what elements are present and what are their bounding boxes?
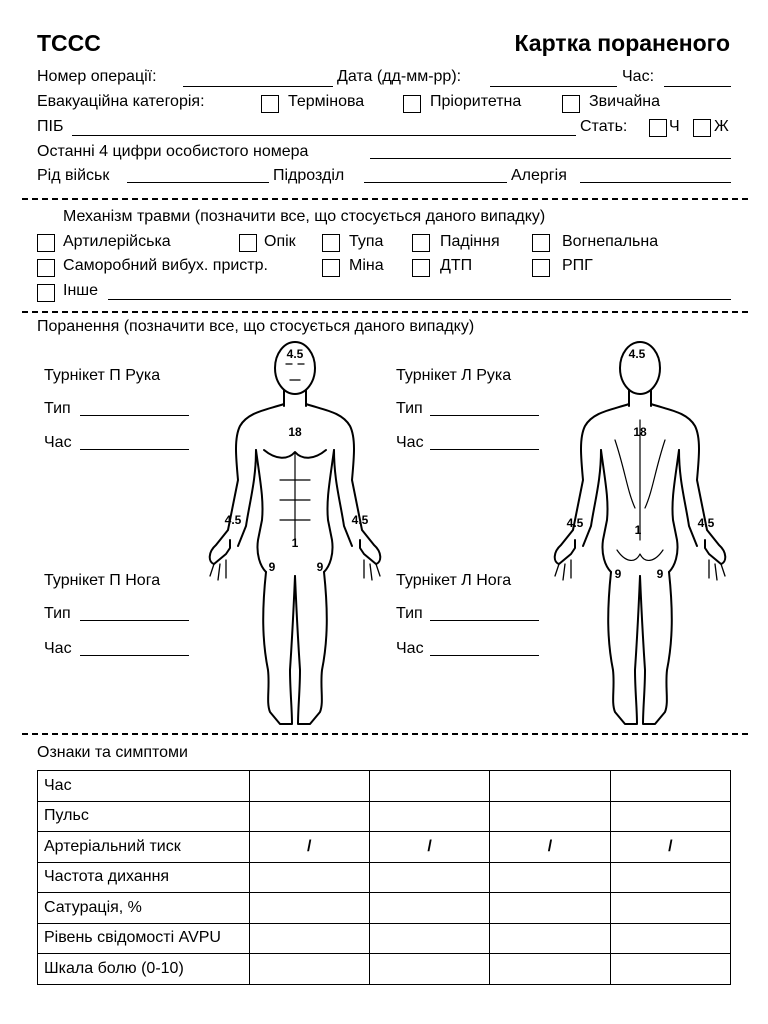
mechanism-title: Механізм травми (позначити все, що стосується даного випадку) xyxy=(63,208,546,225)
vitals-row-label: Артеріальний тиск xyxy=(38,832,250,863)
section-divider xyxy=(22,733,748,735)
table-row xyxy=(38,862,731,893)
bp-cell[interactable]: / xyxy=(369,832,489,863)
allergy-field[interactable] xyxy=(580,182,731,183)
vitals-cell[interactable] xyxy=(610,923,730,954)
tq-right-leg-time-field[interactable] xyxy=(80,655,189,656)
vitals-cell[interactable] xyxy=(249,893,369,924)
branch-field[interactable] xyxy=(127,182,269,183)
front-left-leg-percent: 9 xyxy=(316,560,324,574)
front-torso-percent: 18 xyxy=(288,425,302,439)
table-row xyxy=(38,801,731,832)
vitals-cell[interactable] xyxy=(369,923,489,954)
evac-routine-label: Звичайна xyxy=(589,93,661,110)
back-left-arm-percent: 4.5 xyxy=(566,516,584,530)
mech-ied-checkbox[interactable] xyxy=(37,259,55,277)
tq-right-arm-type-field[interactable] xyxy=(80,415,189,416)
tq-left-arm-time-label: Час xyxy=(396,434,424,451)
front-right-leg-percent: 9 xyxy=(268,560,276,574)
tq-left-leg-label: Турнікет Л Нога xyxy=(396,572,512,589)
unit-field[interactable] xyxy=(364,182,507,183)
id-last4-label: Останні 4 цифри особистого номера xyxy=(37,143,309,160)
vitals-row-label: Час xyxy=(38,771,250,802)
table-row xyxy=(38,832,731,863)
mech-mine-label: Міна xyxy=(349,257,384,274)
front-left-arm-percent: 4.5 xyxy=(351,513,369,527)
vitals-row-label: Частота дихання xyxy=(38,862,250,893)
vitals-cell[interactable] xyxy=(610,893,730,924)
back-torso-percent: 18 xyxy=(633,425,647,439)
back-groin-percent: 1 xyxy=(634,523,642,537)
vitals-cell[interactable] xyxy=(490,893,610,924)
injuries-title: Поранення (позначити все, що стосується даного випадку) xyxy=(37,318,475,335)
unit-label: Підрозділ xyxy=(273,167,345,184)
mech-burn-checkbox[interactable] xyxy=(239,234,257,252)
tq-right-leg-label: Турнікет П Нога xyxy=(44,572,161,589)
tq-left-leg-type-label: Тип xyxy=(396,605,423,622)
vitals-cell[interactable] xyxy=(249,801,369,832)
vitals-cell[interactable] xyxy=(369,862,489,893)
vitals-cell[interactable] xyxy=(249,862,369,893)
vitals-cell[interactable] xyxy=(490,771,610,802)
table-row xyxy=(38,923,731,954)
mech-blunt-checkbox[interactable] xyxy=(322,234,340,252)
mech-mvc-checkbox[interactable] xyxy=(412,259,430,277)
tq-right-arm-type-label: Тип xyxy=(44,400,71,417)
mech-burn-label: Опік xyxy=(264,233,296,250)
mech-gsw-label: Вогнепальна xyxy=(562,233,659,250)
sex-female-label: Ж xyxy=(714,118,729,135)
evac-category-label: Евакуаційна категорія: xyxy=(37,93,205,110)
vitals-cell[interactable] xyxy=(490,923,610,954)
vitals-table xyxy=(37,770,731,985)
sex-male-label: Ч xyxy=(669,118,680,135)
section-divider xyxy=(22,311,748,313)
table-row xyxy=(38,771,731,802)
tq-left-leg-time-field[interactable] xyxy=(430,655,539,656)
tq-left-arm-label: Турнікет Л Рука xyxy=(396,367,512,384)
sex-female-checkbox[interactable] xyxy=(693,119,711,137)
vitals-cell[interactable] xyxy=(249,923,369,954)
vitals-title: Ознаки та симптоми xyxy=(37,744,188,761)
mech-rpg-checkbox[interactable] xyxy=(532,259,550,277)
time-label: Час: xyxy=(622,68,655,85)
date-label: Дата (дд-мм-рр): xyxy=(337,68,462,85)
vitals-cell[interactable] xyxy=(249,771,369,802)
back-left-leg-percent: 9 xyxy=(614,567,622,581)
tq-right-arm-label: Турнікет П Рука xyxy=(44,367,161,384)
vitals-row-label: Пульс xyxy=(38,801,250,832)
vitals-cell[interactable] xyxy=(249,954,369,985)
vitals-row-label: Сатурація, % xyxy=(38,893,250,924)
vitals-cell[interactable] xyxy=(490,862,610,893)
mech-fall-label: Падіння xyxy=(440,233,500,250)
evac-priority-label: Пріоритетна xyxy=(430,93,522,110)
tq-right-arm-time-label: Час xyxy=(44,434,72,451)
tq-right-leg-type-label: Тип xyxy=(44,605,71,622)
mech-mine-checkbox[interactable] xyxy=(322,259,340,277)
back-right-leg-percent: 9 xyxy=(656,567,664,581)
back-right-arm-percent: 4.5 xyxy=(697,516,715,530)
vitals-cell[interactable] xyxy=(610,954,730,985)
mech-other-label: Інше xyxy=(63,282,99,299)
vitals-row-label: Шкала болю (0-10) xyxy=(38,954,250,985)
table-row xyxy=(38,893,731,924)
vitals-cell[interactable] xyxy=(490,954,610,985)
tq-left-arm-time-field[interactable] xyxy=(430,449,539,450)
allergy-label: Алергія xyxy=(511,167,567,184)
vitals-cell[interactable] xyxy=(610,862,730,893)
sex-label: Стать: xyxy=(580,118,628,135)
bp-cell[interactable]: / xyxy=(490,832,610,863)
front-head-percent: 4.5 xyxy=(286,347,304,361)
evac-urgent-checkbox[interactable] xyxy=(261,95,279,113)
vitals-cell[interactable] xyxy=(369,954,489,985)
section-divider xyxy=(22,198,748,200)
mech-gsw-checkbox[interactable] xyxy=(532,234,550,252)
mech-fall-checkbox[interactable] xyxy=(412,234,430,252)
branch-label: Рід військ xyxy=(37,167,110,184)
tq-right-leg-type-field[interactable] xyxy=(80,620,189,621)
mech-artillery-label: Артилерійська xyxy=(63,233,171,250)
bp-cell[interactable]: / xyxy=(249,832,369,863)
tq-right-leg-time-label: Час xyxy=(44,640,72,657)
body-front-diagram[interactable] xyxy=(200,340,390,730)
name-label: ПІБ xyxy=(37,118,64,135)
tq-right-arm-time-field[interactable] xyxy=(80,449,189,450)
mech-rpg-label: РПГ xyxy=(562,257,593,274)
vitals-cell[interactable] xyxy=(610,771,730,802)
vitals-cell[interactable] xyxy=(610,801,730,832)
operation-number-label: Номер операції: xyxy=(37,68,157,85)
table-row xyxy=(38,954,731,985)
front-groin-percent: 1 xyxy=(291,536,299,550)
bp-cell[interactable]: / xyxy=(610,832,730,863)
operation-number-field[interactable] xyxy=(183,86,333,87)
time-field[interactable] xyxy=(664,86,731,87)
mech-other-field[interactable] xyxy=(108,299,731,300)
card-title: Картка пораненого xyxy=(514,30,730,56)
mech-blunt-label: Тупа xyxy=(349,233,384,250)
vitals-cell[interactable] xyxy=(369,893,489,924)
tq-left-arm-type-label: Тип xyxy=(396,400,423,417)
mech-mvc-label: ДТП xyxy=(440,257,473,274)
tq-left-leg-time-label: Час xyxy=(396,640,424,657)
evac-routine-checkbox[interactable] xyxy=(562,95,580,113)
mech-other-checkbox[interactable] xyxy=(37,284,55,302)
name-field[interactable] xyxy=(72,135,576,136)
vitals-row-label: Рівень свідомості AVPU xyxy=(38,923,250,954)
id-last4-field[interactable] xyxy=(370,158,731,159)
tq-left-arm-type-field[interactable] xyxy=(430,415,539,416)
body-back-diagram[interactable] xyxy=(545,340,735,730)
sex-male-checkbox[interactable] xyxy=(649,119,667,137)
card-brand-title: TCCC xyxy=(37,30,101,56)
tq-left-leg-type-field[interactable] xyxy=(430,620,539,621)
mech-ied-label: Саморобний вибух. пристр. xyxy=(63,257,268,274)
front-right-arm-percent: 4.5 xyxy=(224,513,242,527)
vitals-cell[interactable] xyxy=(490,801,610,832)
evac-priority-checkbox[interactable] xyxy=(403,95,421,113)
vitals-cell[interactable] xyxy=(369,801,489,832)
mech-artillery-checkbox[interactable] xyxy=(37,234,55,252)
evac-urgent-label: Термінова xyxy=(288,93,365,110)
back-head-percent: 4.5 xyxy=(628,347,646,361)
date-field[interactable] xyxy=(490,86,617,87)
vitals-cell[interactable] xyxy=(369,771,489,802)
